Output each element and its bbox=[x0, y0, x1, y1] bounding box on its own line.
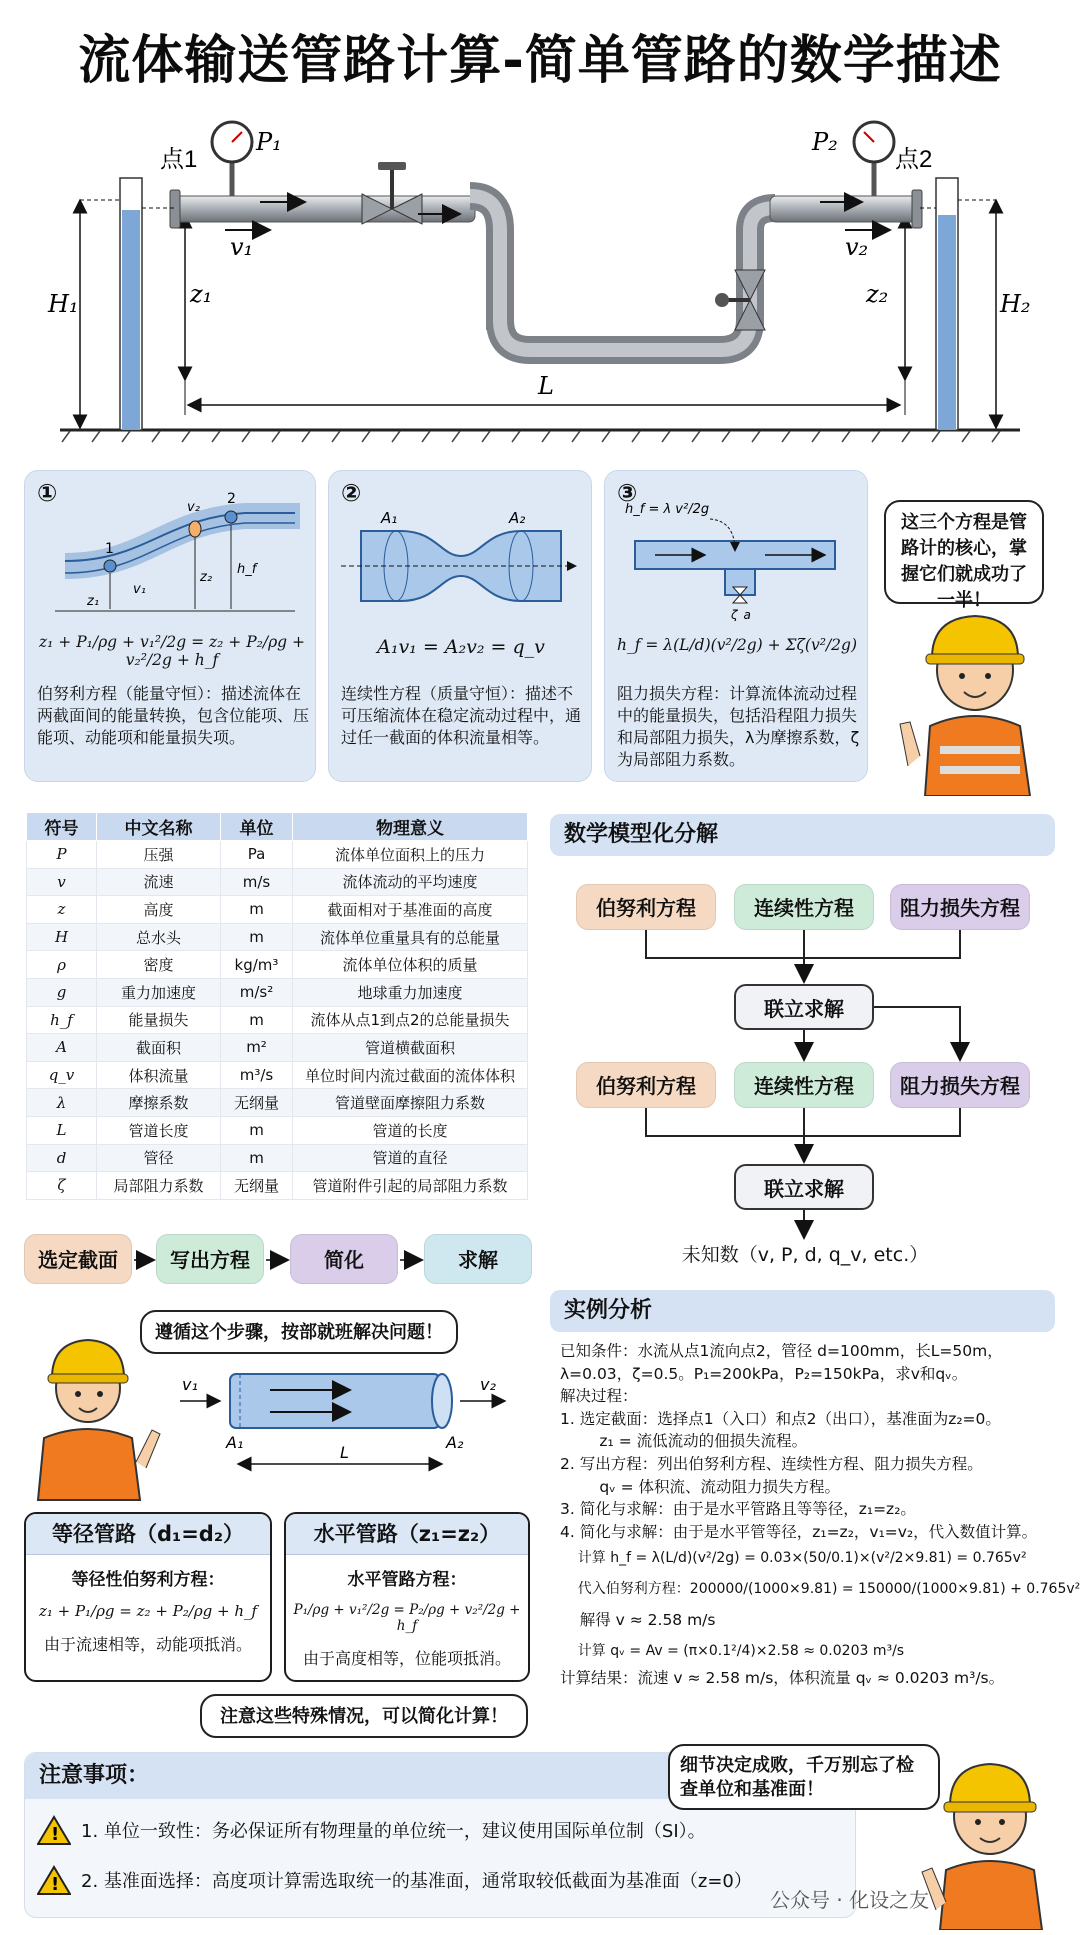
step-solve: 求解 bbox=[424, 1234, 532, 1284]
bottom-bubble: 细节决定成败，千万别忘了检查单位和基准面！ bbox=[668, 1744, 940, 1810]
table-row bbox=[27, 1089, 528, 1117]
example-line: 计算结果：流速 v ≈ 2.58 m/s，体积流量 qᵥ ≈ 0.0203 m³/s。 bbox=[560, 1669, 1005, 1688]
example-line: λ=0.03，ζ=0.5。P₁=200kPa，P₂=150kPa，求v和qᵥ。 bbox=[560, 1364, 968, 1383]
note-text: 2. 基准面选择：高度项计算需选取统一的基准面，通常取较低截面为基准面（z=0） bbox=[81, 1871, 752, 1892]
cell: H bbox=[27, 923, 97, 951]
example-line: 计算 h_f = λ(L/d)(v²/2g) = 0.03×(50/0.1)×(v²/2×9.81) = 0.765v² bbox=[560, 1550, 1027, 1567]
bernoulli-box-2: 伯努利方程 bbox=[576, 1062, 716, 1108]
horizontal-pipe-formula: P₁/ρg + v₁²/2g = P₂/ρg + v₂²/2g + h_f bbox=[293, 1602, 521, 1634]
p2-label: P₂ bbox=[812, 128, 838, 156]
straight-pipe-icon bbox=[180, 1368, 510, 1478]
c3-eq: h_f = λ v²/2g bbox=[625, 502, 710, 517]
cell: m bbox=[221, 923, 293, 951]
v1-label: v₁ bbox=[230, 233, 254, 261]
cell: 管道壁面摩擦阻力系数 bbox=[293, 1089, 528, 1117]
example-line: 3. 简化与求解：由于是水平管路且等等径，z₁=z₂。 bbox=[560, 1500, 916, 1519]
special-bubble: 注意这些特殊情况，可以简化计算！ bbox=[200, 1694, 528, 1738]
example-line: 已知条件：水流从点1流向点2，管径 d=100mm，长L=50m， bbox=[560, 1342, 1003, 1360]
cell: 压强 bbox=[97, 841, 221, 869]
c2-a2: A₂ bbox=[509, 511, 526, 527]
h1-label: H₁ bbox=[48, 290, 79, 318]
table-row bbox=[27, 1172, 528, 1200]
continuity-box-2: 连续性方程 bbox=[734, 1062, 874, 1108]
note-text: 1. 单位一致性：务必保证所有物理量的单位统一，建议使用国际单位制（SI）。 bbox=[81, 1821, 706, 1842]
h2-label: H₂ bbox=[1000, 290, 1031, 318]
card-number: ① bbox=[37, 479, 58, 507]
cell: 重力加速度 bbox=[97, 978, 221, 1006]
bernoulli-card bbox=[24, 470, 316, 782]
cell: z bbox=[27, 896, 97, 924]
watermark: 公众号 · 化设之友 bbox=[770, 1888, 930, 1912]
cell: m³/s bbox=[221, 1061, 293, 1089]
c1-hf: h_f bbox=[237, 562, 257, 577]
pipe2-l: L bbox=[340, 1443, 349, 1462]
cell: 流速 bbox=[97, 868, 221, 896]
bernoulli-formula: z₁ + P₁/ρg + v₁²/2g = z₂ + P₂/ρg + v₂²/2g + h_f bbox=[38, 633, 306, 669]
cell: 管道附件引起的局部阻力系数 bbox=[293, 1172, 528, 1200]
c1-z1: z₁ bbox=[87, 594, 100, 609]
unknowns-result: 未知数（v, P, d, q_v, etc.） bbox=[681, 1244, 929, 1266]
example-line: 解决过程： bbox=[560, 1387, 638, 1406]
model-section-title: 数学模型化分解 bbox=[550, 814, 1055, 856]
cell: 管径 bbox=[97, 1144, 221, 1172]
table-header: 中文名称 bbox=[97, 813, 221, 841]
tip-bubble: 这三个方程是管路计的核心，掌握它们就成功了一半！ bbox=[884, 500, 1044, 604]
cell: 密度 bbox=[97, 951, 221, 979]
cell: 单位时间内流过截面的流体体积 bbox=[293, 1061, 528, 1089]
cell: 流体单位面积上的压力 bbox=[293, 841, 528, 869]
example-section-title: 实例分析 bbox=[550, 1290, 1055, 1332]
continuity-formula: A₁v₁ = A₂v₂ = q_v bbox=[377, 636, 545, 658]
note-item bbox=[37, 1815, 706, 1845]
equal-diameter-formula: z₁ + P₁/ρg = z₂ + P₂/ρg + h_f bbox=[38, 1602, 258, 1620]
table-row bbox=[27, 923, 528, 951]
cell: 管道横截面积 bbox=[293, 1034, 528, 1062]
warning-icon bbox=[37, 1865, 71, 1895]
continuity-desc: 连续性方程（质量守恒）：描述不可压缩流体在稳定流动过程中，通过任一截面的体积流量相等。 bbox=[341, 684, 582, 747]
cell: 管道长度 bbox=[97, 1116, 221, 1144]
page-title: 流体输送管路计算-简单管路的数学描述 bbox=[78, 31, 1002, 91]
table-row bbox=[27, 1116, 528, 1144]
note-item bbox=[37, 1865, 752, 1895]
warning-icon bbox=[37, 1815, 71, 1845]
svg-text:!: ! bbox=[51, 1874, 60, 1895]
solve-box-2: 联立求解 bbox=[734, 1164, 874, 1210]
cell: 管道的长度 bbox=[293, 1116, 528, 1144]
loss-formula: h_f = λ(L/d)(v²/2g) + Σζ(v²/2g) bbox=[616, 636, 857, 654]
cell: 无纲量 bbox=[221, 1089, 293, 1117]
cell: m/s bbox=[221, 868, 293, 896]
cell: m/s² bbox=[221, 978, 293, 1006]
cell: 流体单位重量具有的总能量 bbox=[293, 923, 528, 951]
cell: m² bbox=[221, 1034, 293, 1062]
notes-title: 注意事项： bbox=[25, 1753, 855, 1799]
pipe2-v1: v₁ bbox=[182, 1375, 198, 1394]
p1-label: P₁ bbox=[256, 128, 282, 156]
cell: g bbox=[27, 978, 97, 1006]
table-row bbox=[27, 896, 528, 924]
point1-label: 点1 bbox=[160, 146, 198, 173]
horizontal-pipe-note: 由于高度相等，位能项抵消。 bbox=[302, 1649, 511, 1668]
c2-a1: A₁ bbox=[381, 511, 398, 527]
cell: 流体单位体积的质量 bbox=[293, 951, 528, 979]
model-flow-arrows bbox=[550, 930, 1055, 1240]
local-loss-icon bbox=[615, 491, 865, 621]
table-row bbox=[27, 1034, 528, 1062]
example-line: 1. 选定截面：选择点1（入口）和点2（出口），基准面为z₂=0。 bbox=[560, 1409, 1001, 1428]
cell: 局部阻力系数 bbox=[97, 1172, 221, 1200]
step-select-section: 选定截面 bbox=[24, 1234, 132, 1284]
cell: P bbox=[27, 841, 97, 869]
z2-label: z₂ bbox=[866, 280, 889, 308]
cell: 截面积 bbox=[97, 1034, 221, 1062]
cell: λ bbox=[27, 1089, 97, 1117]
example-line: 4. 简化与求解：由于是水平管等径，z₁=z₂，v₁=v₂，代入数值计算。 bbox=[560, 1522, 1038, 1541]
bernoulli-desc: 伯努利方程（能量守恒）：描述流体在两截面间的能量转换，包含位能项、压能项、动能项和能量损失项。 bbox=[37, 684, 310, 747]
cell: 能量损失 bbox=[97, 1006, 221, 1034]
step-write-equations: 写出方程 bbox=[156, 1234, 264, 1284]
cell: h_f bbox=[27, 1006, 97, 1034]
card-number: ③ bbox=[617, 479, 638, 507]
cell: m bbox=[221, 896, 293, 924]
c1-point1: 1 bbox=[105, 541, 114, 557]
worker-avatar bbox=[880, 606, 1060, 796]
cell: 地球重力加速度 bbox=[293, 978, 528, 1006]
loss-desc: 阻力损失方程：计算流体流动过程中的能量损失，包括沿程阻力损失和局部阻力损失，λ为摩擦系数，ζ为局部阻力系数。 bbox=[617, 684, 860, 769]
cell: 流体从点1到点2的总能量损失 bbox=[293, 1006, 528, 1034]
cell: 管道的直径 bbox=[293, 1144, 528, 1172]
equal-diameter-note: 由于流速相等，动能项抵消。 bbox=[43, 1635, 252, 1654]
horizontal-pipe-sub: 水平管路方程： bbox=[347, 1570, 467, 1590]
example-line: 解得 v ≈ 2.58 m/s bbox=[560, 1611, 716, 1630]
table-header: 物理意义 bbox=[293, 813, 528, 841]
cell: m bbox=[221, 1116, 293, 1144]
equal-diameter-card bbox=[24, 1512, 272, 1682]
continuity-card bbox=[328, 470, 592, 782]
cell: A bbox=[27, 1034, 97, 1062]
example-line: 代入伯努利方程：200000/(1000×9.81) = 150000/(1000×9.81) + 0.765v² bbox=[560, 1581, 1080, 1598]
horizontal-pipe-title: 水平管路（z₁=z₂） bbox=[286, 1514, 528, 1555]
c1-point2: 2 bbox=[227, 491, 236, 507]
table-row bbox=[27, 1144, 528, 1172]
example-line: 2. 写出方程：列出伯努利方程、连续性方程、阻力损失方程。 bbox=[560, 1454, 983, 1473]
table-row bbox=[27, 841, 528, 869]
cell: m bbox=[221, 1006, 293, 1034]
example-line: z₁ = 流低流动的佃损失流程。 bbox=[560, 1432, 808, 1451]
table-row bbox=[27, 1061, 528, 1089]
svg-text:!: ! bbox=[51, 1824, 60, 1845]
point2-label: 点2 bbox=[895, 146, 933, 173]
length-label: L bbox=[538, 372, 554, 400]
step-arrows bbox=[130, 1248, 430, 1272]
table-header: 单位 bbox=[221, 813, 293, 841]
table-row bbox=[27, 951, 528, 979]
example-line: qᵥ = 体积流、流动阻力损失方程。 bbox=[560, 1477, 841, 1496]
z1-label: z₁ bbox=[190, 280, 213, 308]
cell: q_v bbox=[27, 1061, 97, 1089]
pipe2-a1: A₁ bbox=[226, 1433, 244, 1452]
step-simplify: 简化 bbox=[290, 1234, 398, 1284]
v2-label: v₂ bbox=[845, 233, 869, 261]
bernoulli-streamline-icon bbox=[55, 481, 305, 621]
equal-diameter-title: 等径管路（d₁=d₂） bbox=[26, 1514, 270, 1555]
cell: 高度 bbox=[97, 896, 221, 924]
bernoulli-box: 伯努利方程 bbox=[576, 884, 716, 930]
cell: m bbox=[221, 1144, 293, 1172]
example-line: 计算 qᵥ = Av = (π×0.1²/4)×2.58 ≈ 0.0203 m³/s bbox=[560, 1643, 905, 1660]
loss-box-2: 阻力损失方程 bbox=[890, 1062, 1030, 1108]
cell: L bbox=[27, 1116, 97, 1144]
cell: ζ bbox=[27, 1172, 97, 1200]
cell: ρ bbox=[27, 951, 97, 979]
symbol-table bbox=[26, 812, 528, 1200]
card-number: ② bbox=[341, 479, 362, 507]
equal-diameter-sub: 等径性伯努利方程： bbox=[71, 1570, 225, 1590]
c1-v1: v₁ bbox=[133, 582, 146, 597]
cell: v bbox=[27, 868, 97, 896]
table-row bbox=[27, 1006, 528, 1034]
c1-z2: z₂ bbox=[200, 570, 213, 585]
solve-box-1: 联立求解 bbox=[734, 984, 874, 1030]
loss-card bbox=[604, 470, 868, 782]
c1-v2: v₂ bbox=[187, 500, 200, 515]
worker-avatar-2 bbox=[24, 1312, 164, 1502]
cell: 无纲量 bbox=[221, 1172, 293, 1200]
cell: 摩擦系数 bbox=[97, 1089, 221, 1117]
pipe2-a2: A₂ bbox=[446, 1433, 464, 1452]
table-header: 符号 bbox=[27, 813, 97, 841]
cell: 体积流量 bbox=[97, 1061, 221, 1089]
cell: Pa bbox=[221, 841, 293, 869]
c3-zeta: ζ_a bbox=[731, 608, 751, 621]
steps-bubble: 遵循这个步骤，按部就班解决问题！ bbox=[140, 1310, 458, 1354]
pipe-system-diagram bbox=[0, 90, 1080, 450]
cell: kg/m³ bbox=[221, 951, 293, 979]
horizontal-pipe-card bbox=[284, 1512, 530, 1682]
cell: 流体流动的平均速度 bbox=[293, 868, 528, 896]
cell: 截面相对于基准面的高度 bbox=[293, 896, 528, 924]
table-row bbox=[27, 868, 528, 896]
cell: d bbox=[27, 1144, 97, 1172]
pipe2-v2: v₂ bbox=[480, 1375, 496, 1394]
table-row bbox=[27, 978, 528, 1006]
cell: 总水头 bbox=[97, 923, 221, 951]
loss-box: 阻力损失方程 bbox=[890, 884, 1030, 930]
example-body bbox=[560, 1340, 1080, 1690]
continuity-box: 连续性方程 bbox=[734, 884, 874, 930]
nozzle-icon bbox=[341, 511, 581, 621]
